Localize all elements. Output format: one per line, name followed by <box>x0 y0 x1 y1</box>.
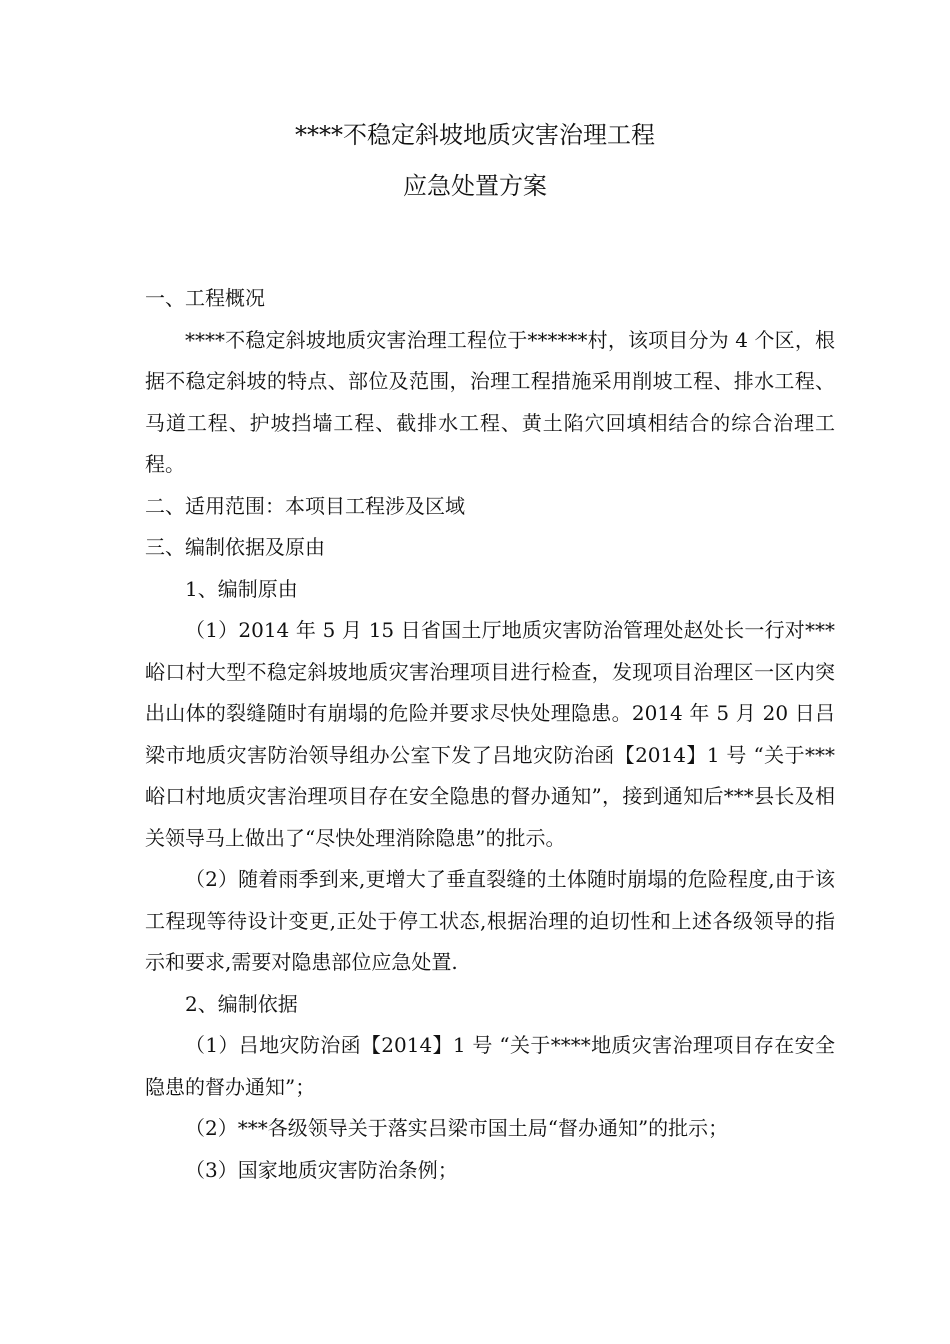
subheading-basis: 2、编制依据 <box>185 991 298 1016</box>
document-subtitle: 应急处置方案 <box>403 172 547 200</box>
basis-item-1: （1）吕地灾防治函【2014】1 号 “关于****地质灾害治理项目存在安全隐患的督办通知”； <box>145 1033 835 1099</box>
basis-item-2: （2）***各级领导关于落实吕梁市国土局“督办通知”的批示； <box>185 1116 729 1140</box>
overview-paragraph: ****不稳定斜坡地质灾害治理工程位于******村，该项目分为 4 个区，根据不稳定斜坡的特点、部位及范围，治理工程措施采用削坡工程、排水工程、马道工程、护坡挡墙工程、截排水工程、黄土陷穴回填相结合的综合治理工程。 <box>145 327 835 476</box>
subheading-reason: 1、编制原由 <box>185 576 298 601</box>
reason-paragraph-2: （2）随着雨季到来,更增大了垂直裂缝的土体随时崩塌的危险程度,由于该工程现等待设计变更,正处于停工状态,根据治理的迫切性和上述各级领导的指示和要求,需要对隐患部位应急处置. <box>145 867 835 974</box>
basis-item-3: （3）国家地质灾害防治条例； <box>185 1157 458 1182</box>
section-heading-scope: 二、适用范围：本项目工程涉及区域 <box>145 493 465 518</box>
section-heading-basis: 三、编制依据及原由 <box>145 535 325 559</box>
document-title: ****不稳定斜坡地质灾害治理工程 <box>295 121 655 149</box>
section-heading-overview: 一、工程概况 <box>145 286 265 310</box>
document-body <box>145 278 835 1191</box>
reason-paragraph-1: （1）2014 年 5 月 15 日省国土厅地质灾害防治管理处赵处长一行对***峪口村大型不稳定斜坡地质灾害治理项目进行检查，发现项目治理区一区内突出山体的裂缝随时有崩塌的危险并要求尽快处理隐患。2014 年 5 月 20 日吕梁市地质灾害防治领导组办公室下发了吕地灾防治函【2014】1 号 “关于***峪口村地质灾害治理项目存在安全隐患的督办通知”，接到通知后***县长及相关领导马上做出了“尽快处理消除隐患”的批示。 <box>145 618 835 850</box>
